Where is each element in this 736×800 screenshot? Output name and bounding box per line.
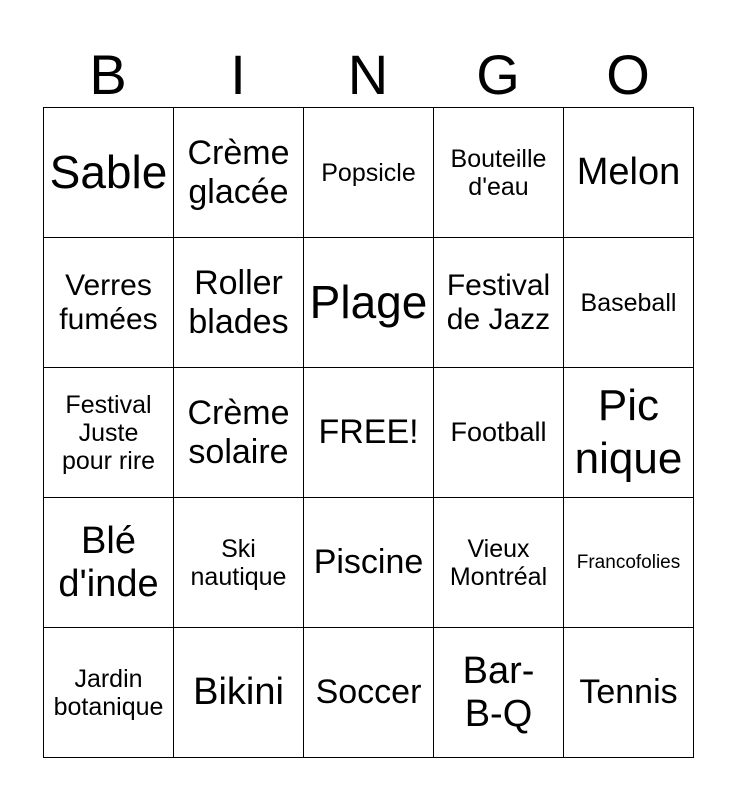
header-letter-b: B	[89, 43, 127, 106]
bingo-cell-r5c1[interactable]: Jardin botanique	[43, 627, 174, 758]
header-letter-g: G	[476, 43, 520, 106]
bingo-cell-r3c2[interactable]: Crème solaire	[173, 367, 304, 498]
bingo-cell-r3c4[interactable]: Football	[433, 367, 564, 498]
bingo-board	[43, 107, 693, 757]
bingo-cell-r1c2[interactable]: Crème glacée	[173, 107, 304, 238]
bingo-cell-r4c5[interactable]: Francofolies	[563, 497, 694, 628]
bingo-cell-r5c3[interactable]: Soccer	[303, 627, 434, 758]
bingo-cell-r4c1[interactable]: Blé d'inde	[43, 497, 174, 628]
bingo-cell-r3c5[interactable]: Pic nique	[563, 367, 694, 498]
bingo-cell-r5c5[interactable]: Tennis	[563, 627, 694, 758]
bingo-cell-r2c4[interactable]: Festival de Jazz	[433, 237, 564, 368]
bingo-cell-r1c1[interactable]: Sable	[43, 107, 174, 238]
bingo-cell-r4c3[interactable]: Piscine	[303, 497, 434, 628]
bingo-cell-r1c4[interactable]: Bouteille d'eau	[433, 107, 564, 238]
bingo-cell-r2c5[interactable]: Baseball	[563, 237, 694, 368]
bingo-cell-free[interactable]: FREE!	[303, 367, 434, 498]
bingo-cell-r2c1[interactable]: Verres fumées	[43, 237, 174, 368]
header-letter-o: O	[606, 43, 650, 106]
bingo-cell-r4c4[interactable]: Vieux Montréal	[433, 497, 564, 628]
bingo-cell-r1c3[interactable]: Popsicle	[303, 107, 434, 238]
bingo-cell-r1c5[interactable]: Melon	[563, 107, 694, 238]
header-letter-n: N	[347, 43, 389, 106]
bingo-cell-r4c2[interactable]: Ski nautique	[173, 497, 304, 628]
bingo-cell-r2c3[interactable]: Plage	[303, 237, 434, 368]
bingo-header	[43, 44, 693, 106]
bingo-cell-r3c1[interactable]: Festival Juste pour rire	[43, 367, 174, 498]
bingo-cell-r5c2[interactable]: Bikini	[173, 627, 304, 758]
bingo-cell-r2c2[interactable]: Roller blades	[173, 237, 304, 368]
header-letter-i: I	[230, 43, 246, 106]
bingo-cell-r5c4[interactable]: Bar- B-Q	[433, 627, 564, 758]
